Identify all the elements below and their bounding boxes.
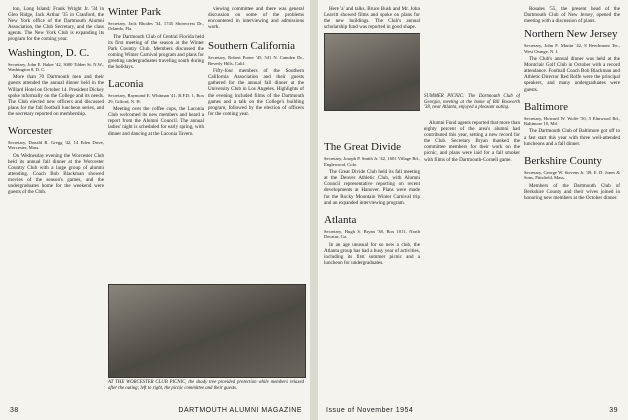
club-secretary-byline: Secretary, Jack Rhodes '34, 1745 Shorecrest Dr., Orlando, Fla. [108,21,204,32]
body-text: The Dartmouth Club of Baltimore got off to a fast start this year with three well-attended luncheons and a fall dinner. [524,128,620,147]
club-secretary-byline: Secretary, John F. Martin '42, 8 Beechmont Ter., West Orange, N. J. [524,43,620,54]
right-column-1 [324,6,420,398]
club-heading-great-divide: The Great Divide [324,141,401,154]
club-heading-atlanta: Atlanta [324,213,357,226]
body-text: More than 70 Dartmouth men and their guests attended the annual dinner held in the Willard Hotel on October 14. President Dickey spoke informally on the College and its needs. The Club elected new officers and discussed plans for the fall football luncheon series, and the secretary reported on membership. [8,74,104,117]
body-text: Here 'a' and talks. Bruce Bush and Mr. John Leavitt showed films and spoke on plans for the new buildings. The Club's annual scholarship fund was reported in good shape. [324,6,420,31]
club-heading-southern-california: Southern California [208,40,296,53]
left-column-1 [8,6,104,398]
right-page [318,0,628,420]
photo-caption: AT THE WORCESTER CLUB PICNIC, the shady tree provided protection while members relaxed after the outing; left to right, the picnic committee and their guests. [108,380,304,391]
body-text: The Dartmouth Club of Central Florida held its first meeting of the season at the Winter Park Country Club. Members discussed the coming Winter Carnival program and plans for greeting undergraduates traveling south during the holidays. [108,33,204,71]
left-column-3 [208,6,304,280]
left-column-2 [108,6,204,280]
club-heading-baltimore: Baltimore [524,100,568,113]
left-page [0,0,310,420]
club-secretary-byline: Secretary, Joseph P. Smith Jr. '42, 1601 Village Rd., Englewood, Colo. [324,156,420,167]
magazine-name: DARTMOUTH ALUMNI MAGAZINE [178,407,302,414]
body-text: viewing committee and there was general discussion on some of the problems encountered in interviewing and admissions work. [208,6,304,31]
body-text: Fifty-four members of the Southern California Association and their guests gathered for the annual fall dinner at the University Club in Los Angeles. Highlights of the evening included films of the Dartmouth games and a talk on the College's building program, followed by the election of officers for the coming year. [208,68,304,117]
club-secretary-byline: Secretary, Hugh S. Bryan '38, Box 1011, North Decatur, Ga. [324,228,420,240]
club-heading-worcester: Worcester [8,125,53,138]
body-text: The Great Divide Club held its fall meeting at the Denver Athletic Club, with Alumni Council representative reporting on recent developments at Hanover. Plans were made for the Rocky Mountain Winter Carnival trip and an expanded interviewing program. [324,169,420,206]
body-text: Alumni Fund agents reported that more than eighty percent of the area's alumni had contributed this year, setting a new record for the Club. Secretary Bryan thanked the committee members for their work on the picnic, and plans were laid for a fall smoker with films of the Dartmouth-Cornell game. [424,120,520,163]
club-secretary-byline: Secretary, George W. Stevens Jr. '49, E. D. Jones & Sons, Pittsfield, Mass. [524,169,620,181]
club-secretary-byline: Secretary, Robert Porter '45, 541 N. Camden Dr., Beverly Hills, Calif. [208,55,304,66]
page-number: 39 [609,407,618,414]
body-text: In an age unusual for so new a club, the Atlanta group has had a busy year of activities, including its first summer picnic and a luncheon for undergraduates. [324,241,420,266]
body-text: Rosales '55, the present head of the Dartmouth Club of New Jersey, opened the meeting with a discussion of plans. [524,6,620,25]
club-secretary-byline: Secretary, Donald R. Gregg '42, 14 Eden Drive, Worcester, Mass. [8,140,104,151]
issue-date: Issue of November 1954 [326,407,414,414]
right-column-3 [524,6,620,398]
club-heading-berkshire-county: Berkshire County [524,154,602,167]
page-gutter [310,0,318,420]
photo-block [108,284,304,398]
body-text: Members of the Dartmouth Club of Berkshire County and their wives joined in honoring new members at the October dinner. [524,182,620,201]
body-text: On Wednesday evening the Worcester Club held its annual fall dinner at the Worcester Country Club with a large group of alumni attending. Coach Bob Blackman showed movies of the season's games, and the undergraduates home for the weekend were guests of the Club. [8,152,104,196]
club-secretary-byline: Secretary, Howard W. Wolfe '50, 3 Elmwood Rd., Baltimore 10, Md. [524,115,620,127]
club-heading-northern-new-jersey: Northern New Jersey [524,28,618,41]
georgia-picnic-photo [324,33,420,111]
body-text: ton, Long Island; Frank Wright Jr. '34 in Glen Ridge, Jack Arthur '35 in Cranford, the New York office of the Dartmouth Alumni Association, the Club Secretary, and the class agents. The New York Club is expanding its program for the coming year. [8,6,104,43]
club-secretary-byline: Secretary, Raymond E. Whitman '41, R.F.D. 1, Box 29, Gilford, N. H. [108,93,204,104]
right-column-2 [424,120,520,398]
worcester-picnic-photo [108,284,306,378]
photo-caption: SUMMER PICNIC: The Dartmouth Club of Georgia, meeting at the home of Bill Bosworth '38, near Atlanta, enjoyed a pleasant outing. [424,94,520,111]
body-text: The Club's annual dinner was held at the Montclair Golf Club in October with a record attendance. Football Coach Bob Blackman and Athletic Director Red Rolfe were the principal speakers, and many undergraduates were guests. [524,56,620,93]
club-secretary-byline: Secretary, John E. Baker '42, 3000 Tilden St. N.W., Washington 8, D. C. [8,61,104,72]
body-text: Meeting over the coffee cups, the Laconia Club welcomed its new members and heard a report from the Alumni Council. The annual ladies' night is scheduled for early spring, with dinner and dancing at the Laconia Tavern. [108,106,204,137]
club-heading-winter-park: Winter Park [108,6,162,18]
club-heading-laconia: Laconia [108,78,144,91]
photo-caption-block [424,92,520,118]
page-number: 38 [10,407,19,414]
club-heading-washington: Washington, D. C. [8,46,90,59]
